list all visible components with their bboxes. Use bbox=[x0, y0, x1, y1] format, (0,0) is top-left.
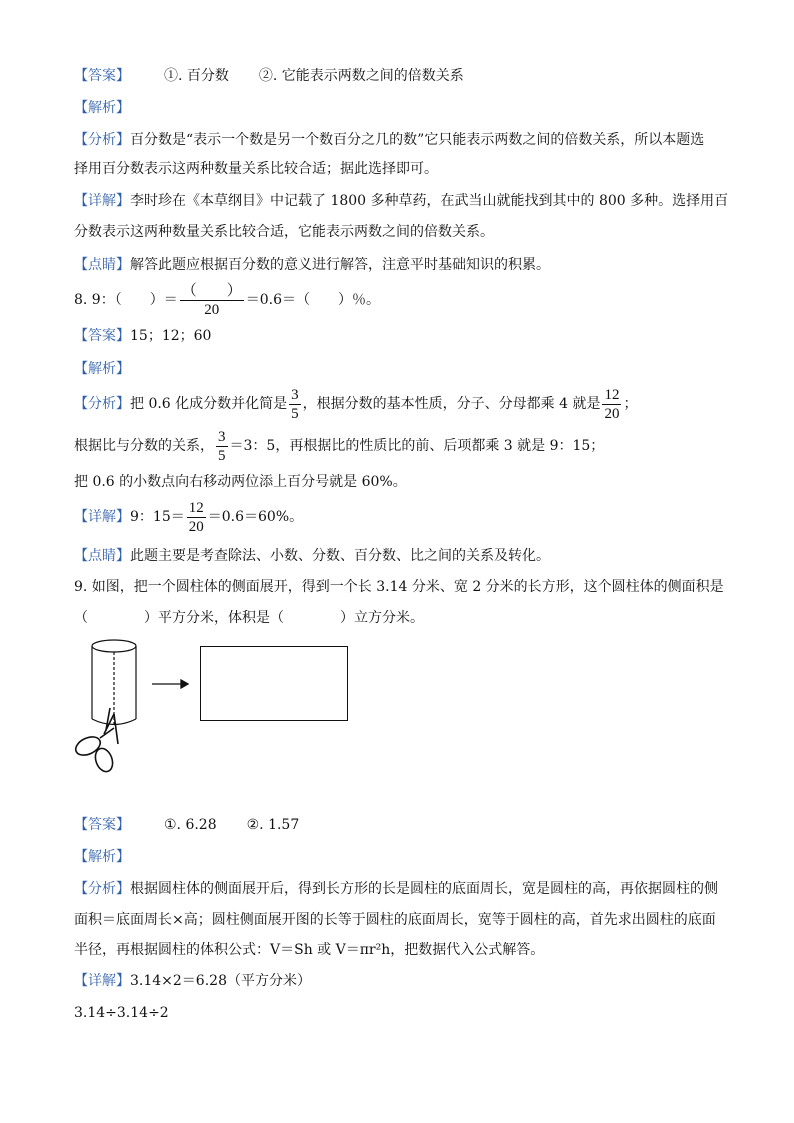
answer-item-2: ②. 1.57 bbox=[246, 817, 300, 833]
q8-fraction-blank-over-20 bbox=[180, 282, 244, 319]
q9-fenxi-line-1 bbox=[74, 879, 718, 899]
q8-fenxi-line-1 bbox=[74, 384, 637, 424]
q9-fenxi-line-3: 半径，再根据圆柱的体积公式：V＝Sh 或 V＝πr²h，把数据代入公式解答。 bbox=[74, 942, 545, 958]
q8-answer-line bbox=[74, 326, 211, 346]
fenxi-text: 根据圆柱体的侧面展开后，得到长方形的长是圆柱的底面周长，宽是圆柱的高，再依据圆柱的侧 bbox=[130, 881, 718, 897]
q7-xiangjie-line-2: 分数表示这两种数量关系比较合适，它能表示两数之间的倍数关系。 bbox=[74, 224, 494, 240]
q8-xiangjie-line bbox=[74, 497, 303, 537]
q8-question-part-a: 8. 9：（ ）＝ bbox=[74, 292, 178, 308]
xiangjie-text-b: ＝0.6＝60%。 bbox=[207, 509, 304, 525]
q8-dianjing-line bbox=[74, 546, 550, 566]
analysis-tag: 【解析】 bbox=[74, 849, 130, 865]
fraction-numerator: 3 bbox=[291, 386, 299, 403]
fraction-numerator: 3 bbox=[218, 428, 226, 445]
xiangjie-tag: 【详解】 bbox=[74, 193, 130, 209]
fraction-numerator: （ ） bbox=[181, 282, 242, 299]
arrow-icon bbox=[152, 680, 188, 688]
fenxi-text-a: 把 0.6 化成分数并化简是 bbox=[130, 396, 288, 412]
fraction-denominator: 5 bbox=[218, 447, 226, 464]
xiangjie-text-a: 9：15＝ bbox=[130, 509, 185, 525]
fenxi-text-a: 根据比与分数的关系， bbox=[74, 438, 214, 454]
fraction-12-20 bbox=[602, 386, 621, 423]
q7-answer-line bbox=[74, 66, 464, 86]
q7-dianjing-line bbox=[74, 255, 550, 275]
fenxi-text-c: ； bbox=[623, 396, 638, 412]
xiangjie-tag: 【详解】 bbox=[74, 509, 130, 525]
unfolded-rectangle bbox=[200, 646, 348, 721]
xiangjie-text: 李时珍在《本草纲目》中记载了 1800 多种草药，在武当山就能找到其中的 800 多种。选择用百 bbox=[130, 193, 729, 209]
fraction-denominator: 20 bbox=[188, 518, 204, 535]
q9-answer-line bbox=[74, 815, 299, 835]
fraction-3-5 bbox=[216, 428, 228, 465]
fraction-12-20 bbox=[187, 499, 206, 536]
q8-fenxi-line-3: 把 0.6 的小数点向右移动两位添上百分号就是 60%。 bbox=[74, 474, 407, 490]
dianjing-tag: 【点睛】 bbox=[74, 257, 130, 273]
q9-xiangjie-line bbox=[74, 971, 311, 991]
cylinder-icon bbox=[92, 640, 136, 726]
answer-tag: 【答案】 bbox=[74, 328, 130, 344]
fenxi-tag: 【分析】 bbox=[74, 132, 130, 148]
q9-question-line-1: 9. 如图，把一个圆柱体的侧面展开，得到一个长 3.14 分米、宽 2 分米的长方形，这个圆柱体的侧面积是 bbox=[74, 579, 724, 595]
dianjing-text: 解答此题应根据百分数的意义进行解答，注意平时基础知识的积累。 bbox=[130, 257, 550, 273]
fenxi-text-b: ＝3：5，再根据比的性质比的前、后项都乘 3 就是 9：15； bbox=[229, 438, 605, 454]
fraction-numerator: 12 bbox=[188, 499, 204, 516]
q9-calc-line: 3.14÷3.14÷2 bbox=[74, 1005, 169, 1021]
fenxi-tag: 【分析】 bbox=[74, 396, 130, 412]
fraction-denominator: 20 bbox=[604, 405, 620, 422]
fraction-numerator: 12 bbox=[604, 386, 620, 403]
q7-fenxi-line-1 bbox=[74, 130, 704, 150]
q7-xiangjie-line-1 bbox=[74, 191, 728, 211]
q7-fenxi-line-2: 择用百分数表示这两种数量关系比较合适；据此选择即可。 bbox=[74, 161, 438, 177]
answer-item-2: ②. 它能表示两数之间的倍数关系 bbox=[258, 68, 464, 84]
q8-fenxi-line-2 bbox=[74, 426, 604, 466]
q9-fenxi-line-2: 面积＝底面周长×高；圆柱侧面展开图的长等于圆柱的底面周长，宽等于圆柱的高，首先求出圆柱的底面 bbox=[74, 912, 716, 928]
fraction-denominator: 20 bbox=[204, 301, 220, 318]
analysis-tag: 【解析】 bbox=[74, 100, 130, 116]
fraction-3-5 bbox=[289, 386, 301, 423]
fenxi-text-b: ，根据分数的基本性质，分子、分母都乘 4 就是 bbox=[302, 396, 601, 412]
scissors-icon bbox=[73, 708, 118, 774]
q9-question-line-2: （ ）平方分米，体积是（ ）立方分米。 bbox=[74, 610, 424, 626]
dianjing-text: 此题主要是考查除法、小数、分数、百分数、比之间的关系及转化。 bbox=[130, 548, 550, 564]
answer-tag: 【答案】 bbox=[74, 68, 130, 84]
xiangjie-text: 3.14×2＝6.28（平方分米） bbox=[130, 973, 311, 989]
fenxi-text: 百分数是“表示一个数是另一个数百分之几的数”它只能表示两数之间的倍数关系，所以本题选 bbox=[130, 132, 705, 148]
q8-question bbox=[74, 280, 380, 320]
xiangjie-tag: 【详解】 bbox=[74, 973, 130, 989]
answer-item-1: ①. 6.28 bbox=[164, 817, 217, 833]
q8-question-part-b: ＝0.6＝（ ）％。 bbox=[245, 292, 380, 308]
answer-item-1: ①. 百分数 bbox=[164, 68, 229, 84]
fenxi-tag: 【分析】 bbox=[74, 881, 130, 897]
analysis-tag: 【解析】 bbox=[74, 361, 130, 377]
dianjing-tag: 【点睛】 bbox=[74, 548, 130, 564]
answer-tag: 【答案】 bbox=[74, 817, 130, 833]
answer-values: 15；12；60 bbox=[130, 328, 212, 344]
fraction-denominator: 5 bbox=[291, 405, 299, 422]
